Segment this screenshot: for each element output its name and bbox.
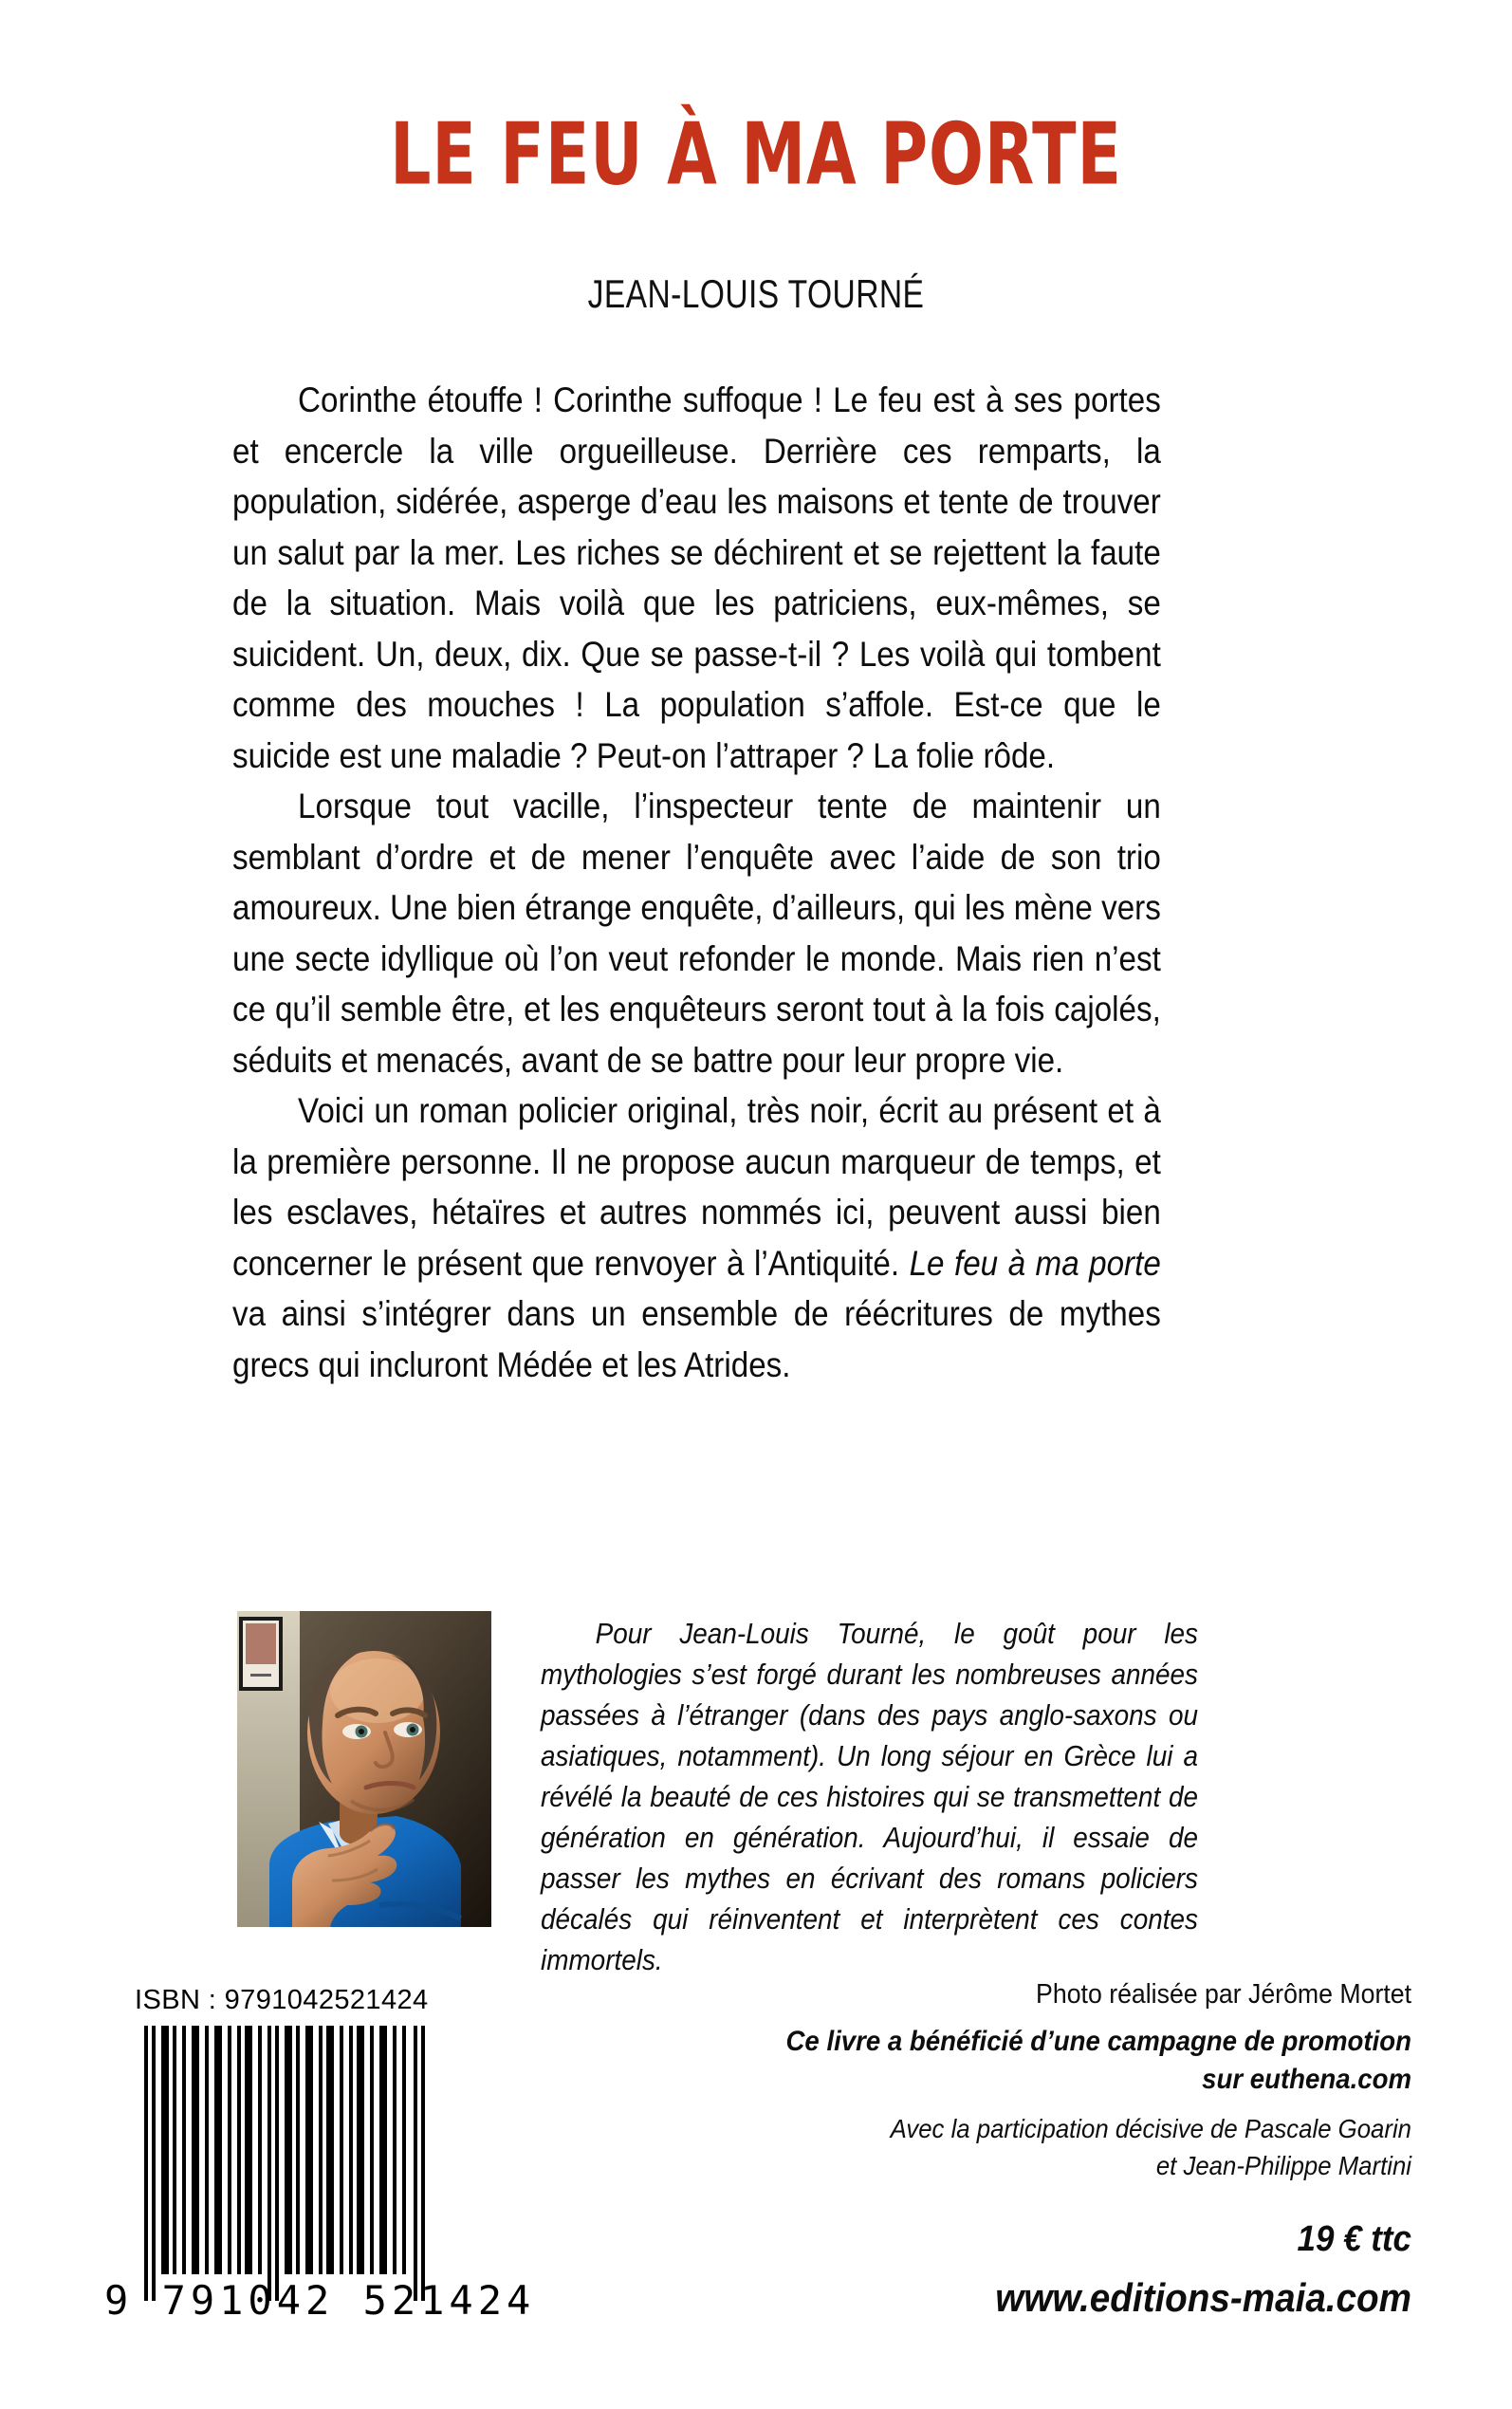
photo-credit: Photo réalisée par Jérôme Mortet	[1036, 1979, 1411, 2010]
author-photo	[237, 1611, 491, 1927]
author-bio-paragraph: Pour Jean-Louis Tourné, le goût pour les mythologies s’est forgé durant les nombreuses années passées à l’étranger (dans des pays anglo-saxons ou asiatiques, notamment). Un long séjour en Grèce lui a révélé la beauté de ces histoires qui se transmettent de génération en génération. Aujourd’hui, il essaie de passer les mythes en écrivant des romans policiers décalés qui réinventent et interprètent ces contes immortels.	[541, 1617, 1198, 1976]
acknowledgements-block	[748, 2110, 1411, 2184]
blurb-paragraph-1: Corinthe étouffe ! Corinthe suffoque ! Le feu est à ses portes et encercle la ville orgueilleuse. Derrière ces remparts, la population, sidérée, asperge d’eau les maisons et tente de trouver un salut par la mer. Les riches se déchirent et se rejettent la faute de la situation. Mais voilà que les patriciens, eux-mêmes, se suicident. Un, deux, dix. Que se passe-t-il ? Les voilà qui tombent comme des mouches ! La population s’affole. Est-ce que le suicide est une maladie ? Peut-on l’attraper ? La folie rôde.	[232, 380, 1161, 775]
promo-block	[748, 2023, 1411, 2099]
author-portrait-illustration	[237, 1611, 491, 1927]
isbn-label: ISBN : 9791042521424	[135, 1985, 429, 2015]
blurb-paragraph-3	[232, 1085, 1161, 1390]
blurb-paragraph-3-part2: va ainsi s’intégrer dans un ensemble de réécritures de mythes grecs qui incluront Médée et les Atrides.	[232, 1293, 1161, 1384]
publisher-footer	[748, 1975, 1411, 2323]
blurb-paragraph-2: Lorsque tout vacille, l’inspecteur tente de maintenir un semblant d’ordre et de mener l’enquête avec l’aide de son trio amoureux. Une bien étrange enquête, d’ailleurs, qui les mène vers une secte idyllique où l’on veut refonder le monde. Mais rien n’est ce qu’il semble être, et les enquêteurs seront tout à la fois cajolés, séduits et menacés, avant de se battre pour leur propre vie.	[232, 786, 1161, 1080]
back-cover-blurb	[232, 375, 1161, 1390]
barcode-bars	[138, 2026, 433, 2301]
author-bio-row	[237, 1611, 1271, 1976]
acknowledgements-line-2: et Jean-Philippe Martini	[1155, 2151, 1411, 2180]
promo-line-1: Ce livre a bénéficié d’une campagne de promotion	[785, 2026, 1411, 2057]
publisher-website[interactable]: www.editions-maia.com	[995, 2275, 1411, 2320]
price-tag: 19 € ttc	[1297, 2219, 1411, 2259]
blurb-paragraph-3-part1: Voici un roman policier original, très noir, écrit au présent et à la première personne. Il ne propose aucun marqueur de temps, et les esclaves, hétaïres et autres nommés ici, peuvent aussi bien concerner le présent que renvoyer à l’Antiquité.	[232, 1090, 1161, 1283]
author-bio-text	[541, 1613, 1198, 1980]
acknowledgements-line-1: Avec la participation décisive de Pascale Goarin	[890, 2114, 1411, 2143]
promo-line-2[interactable]: sur euthena.com	[1202, 2064, 1411, 2095]
book-author: JEAN-LOUIS TOURNÉ	[587, 271, 925, 316]
book-title: LE FEU À MA PORTE	[390, 104, 1122, 205]
barcode-digits: 9 791042 521424	[104, 2277, 536, 2324]
isbn-barcode	[138, 2026, 433, 2301]
blurb-title-mention: Le feu à ma porte	[909, 1242, 1161, 1283]
